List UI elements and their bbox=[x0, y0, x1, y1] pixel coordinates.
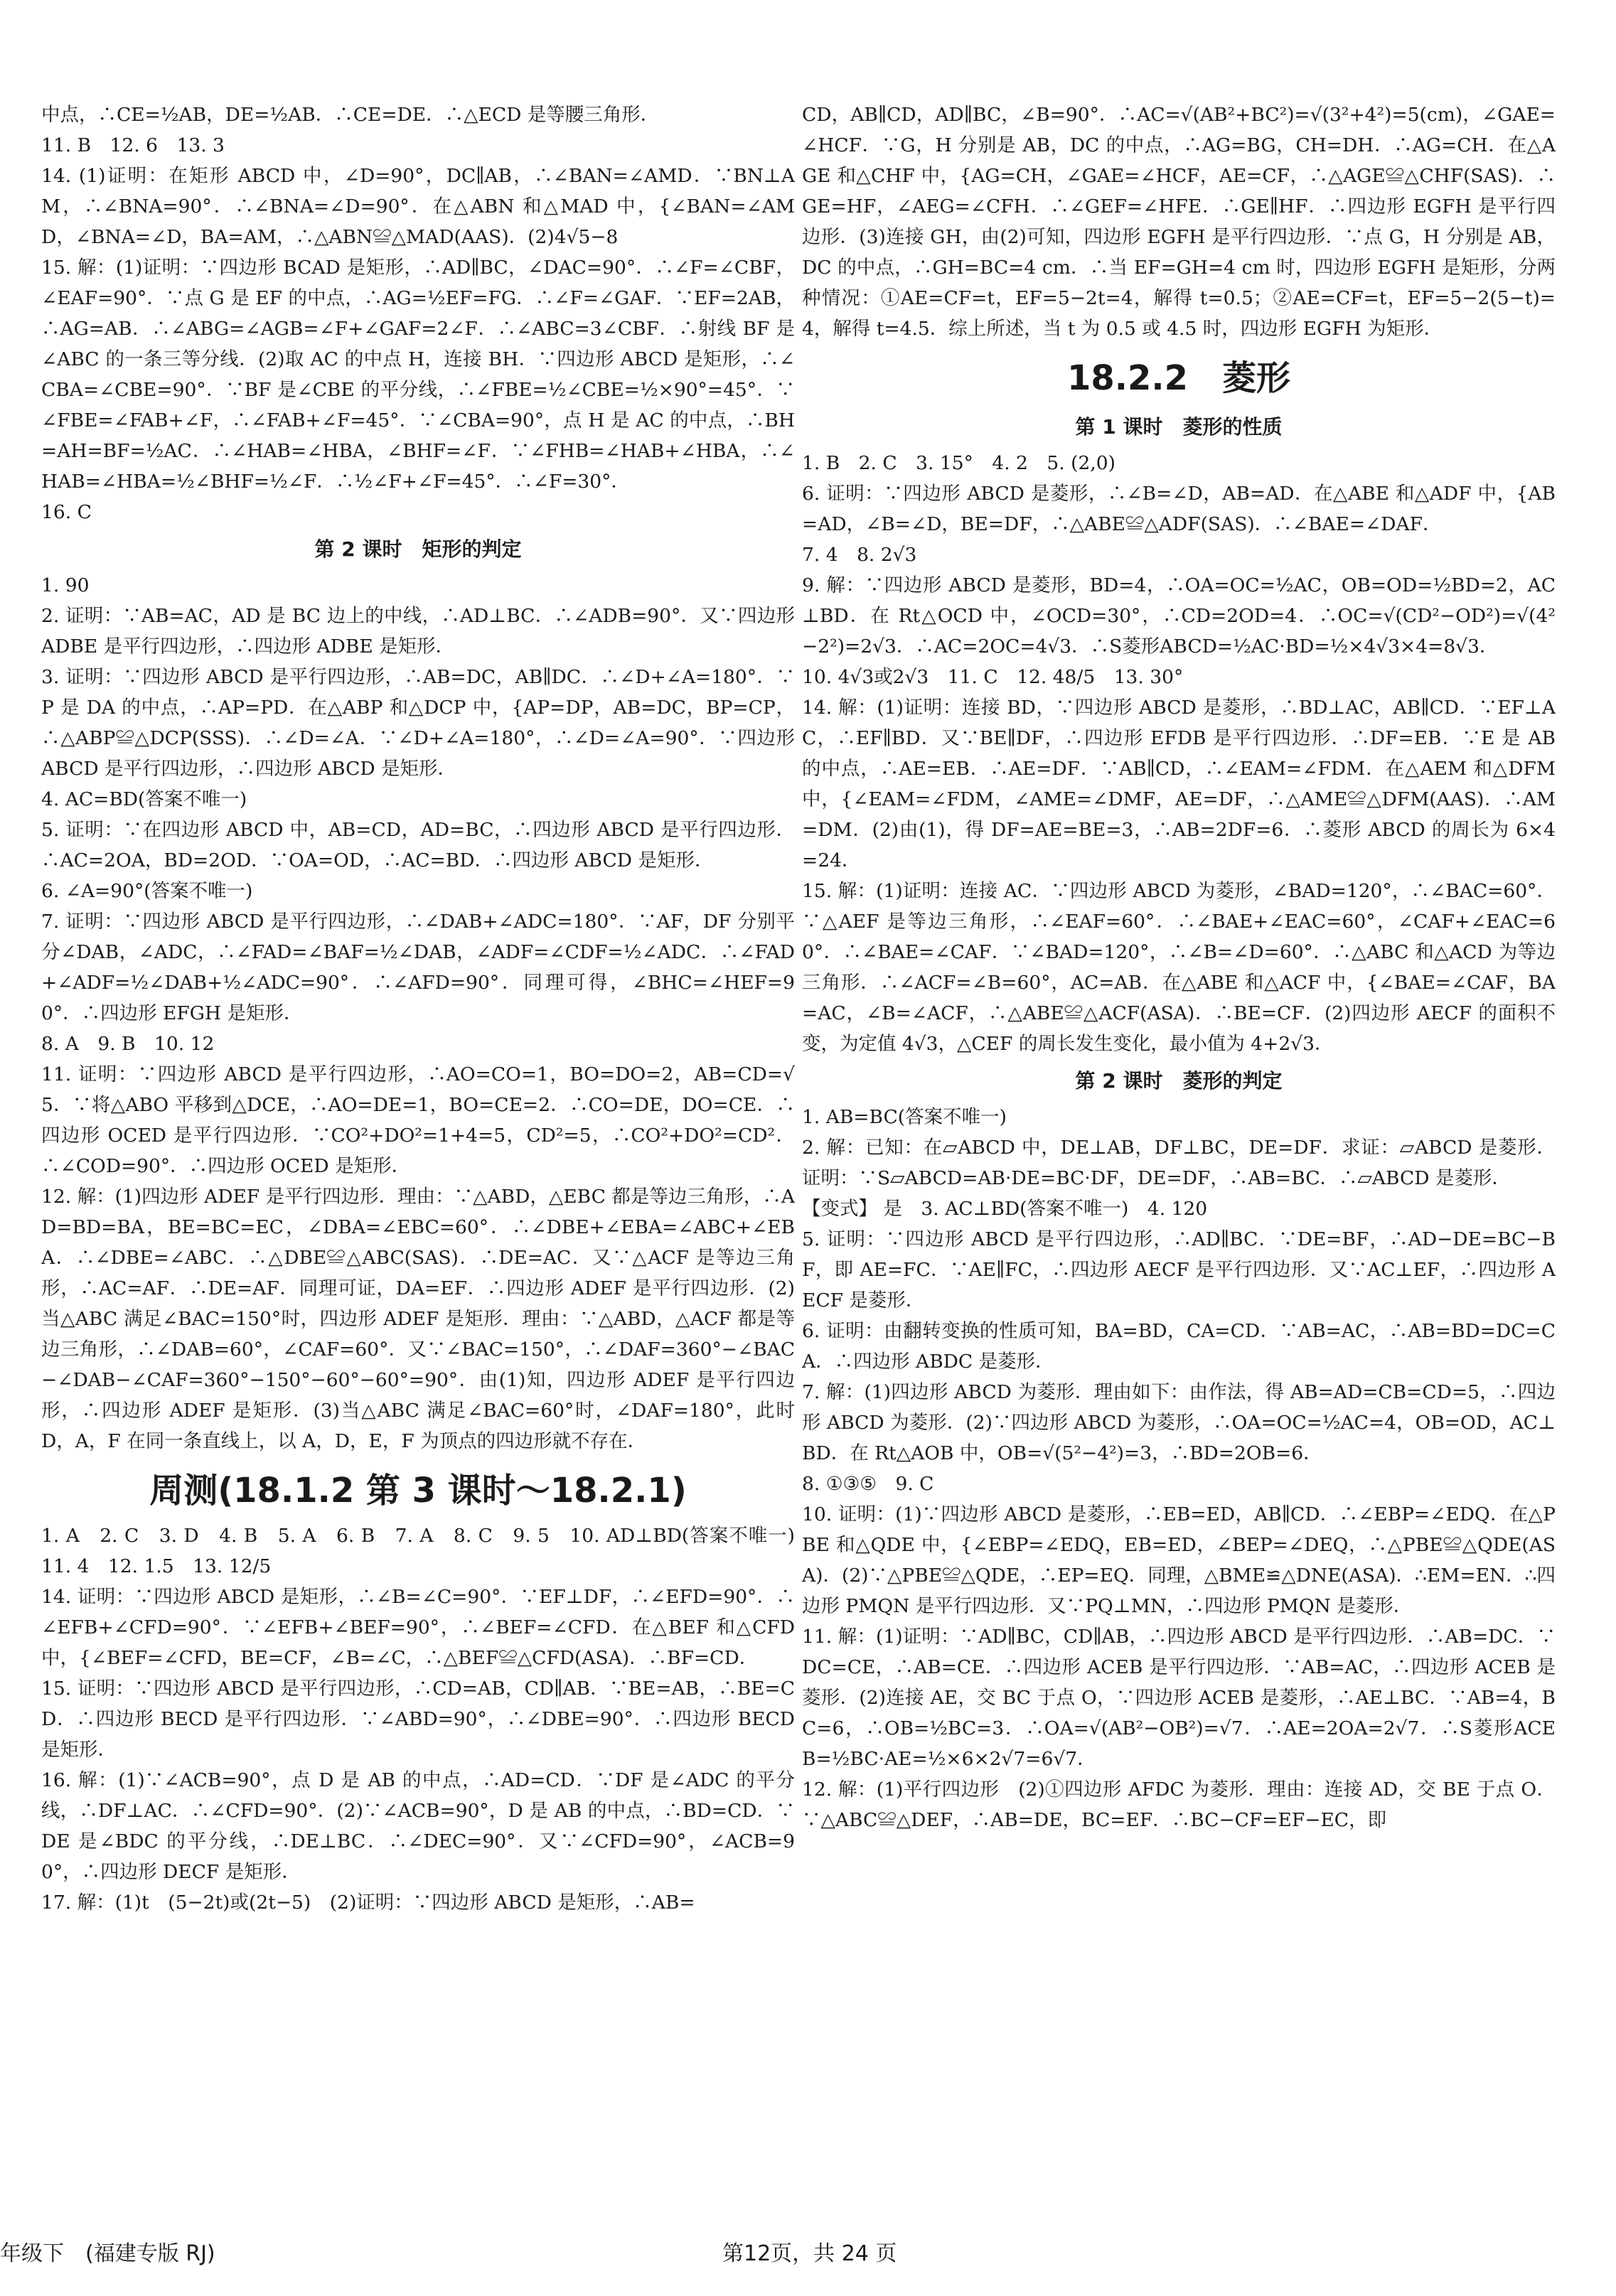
answer-paragraph: 12. 解：(1)四边形 ADEF 是平行四边形．理由：∵△ABD，△EBC 都是等边三角形，∴AD=BD=BA，BE=BC=EC，∠DBA=∠EBC=60°．∴∠DBE+∠EBA=∠ABC+∠EBA．∴∠DBE=∠ABC．∴△DBE≌△ABC(SAS)．∴DE=AC．又∵△ACF 是等边三角形，∴AC=AF．∴DE=AF．同理可证，DA=EF．∴四边形 ADEF 是平行四边形．(2)当△ABC 满足∠BAC=150°时，四边形 ADEF 是矩形．理由：∵△ABD，△ACF 都是等边三角形，∴∠DAB=60°，∠CAF=60°．又∵∠BAC=150°，∴∠DAF=360°−∠BAC−∠DAB−∠CAF=360°−150°−60°−60°=90°．由(1)知，四边形 ADEF 是平行四边形，∴四边形 ADEF 是矩形．(3)当△ABC 满足∠BAC=60°时，∠DAF=180°，此时 D，A，F 在同一条直线上，以 A，D，E，F 为顶点的四边形就不存在． bbox=[41, 1186, 795, 1452]
answer-paragraph: 16. 解：(1)∵∠ACB=90°，点 D 是 AB 的中点，∴AD=CD．∵DF 是∠ADC 的平分线，∴DF⊥AC．∴∠CFD=90°．(2)∵∠ACB=90°，D 是 AB 的中点，∴BD=CD．∵DE 是∠BDC 的平分线，∴DE⊥BC．∴∠DEC=90°．又∵∠CFD=90°，∠ACB=90°，∴四边形 DECF 是矩形． bbox=[41, 1769, 795, 1883]
answer-paragraph: 1. AB=BC(答案不唯一) bbox=[802, 1106, 1007, 1128]
answer-paragraph: 11. 证明：∵四边形 ABCD 是平行四边形，∴AO=CO=1，BO=DO=2，AB=CD=√5．∵将△ABO 平移到△DCE，∴AO=DE=1，BO=CE=2．∴CO=DE，DO=CE．∴四边形 OCED 是平行四边形．∵CO²+DO²=1+4=5，CD²=5，∴CO²+DO²=CD²．∴∠COD=90°．∴四边形 OCED 是矩形． bbox=[41, 1063, 795, 1177]
answer-paragraph: 3. 证明：∵四边形 ABCD 是平行四边形，∴AB=DC，AB∥DC．∴∠D+∠A=180°．∵P 是 DA 的中点，∴AP=PD．在△ABP 和△DCP 中，{AP=DP，AB=DC，BP=CP，∴△ABP≌△DCP(SSS)．∴∠D=∠A．∵∠D+∠A=180°，∴∠D=∠A=90°．∵四边形 ABCD 是平行四边形，∴四边形 ABCD 是矩形． bbox=[41, 666, 795, 780]
answer-paragraph: 17. 解：(1)t (5−2t)或(2t−5) (2)证明：∵四边形 ABCD 是矩形，∴AB= bbox=[41, 1892, 695, 1914]
answer-paragraph: 12. 解：(1)平行四边形 (2)①四边形 AFDC 为菱形．理由：连接 AD，交 BE 于点 O．∵△ABC≌△DEF，∴AB=DE，BC=EF．∴BC−CF=EF−EC，即 bbox=[802, 1779, 1556, 1831]
answer-paragraph: 7. 证明：∵四边形 ABCD 是平行四边形，∴∠DAB+∠ADC=180°．∵AF，DF 分别平分∠DAB，∠ADC，∴∠FAD=∠BAF=½∠DAB，∠ADF=∠CDF=½∠ADC．∴∠FAD+∠ADF=½∠DAB+½∠ADC=90°．∴∠AFD=90°．同理可得，∠BHC=∠HEF=90°．∴四边形 EFGH 是矩形． bbox=[41, 911, 795, 1024]
answer-paragraph: 11. B 12. 6 13. 3 bbox=[41, 134, 225, 156]
answer-paragraph: 7. 4 8. 2√3 bbox=[802, 544, 917, 566]
answer-paragraph: 10. 证明：(1)∵四边形 ABCD 是菱形，∴EB=ED，AB∥CD．∴∠EBP=∠EDQ．在△PBE 和△QDE 中，{∠EBP=∠EDQ，EB=ED，∠BEP=∠DEQ，∴△PBE≌△QDE(ASA)．(2)∵△PBE≌△QDE，∴EP=EQ．同理，△BME≌△DNE(ASA)．∴EM=EN．∴四边形 PMQN 是平行四边形．又∵PQ⊥MN，∴四边形 PMQN 是菱形． bbox=[802, 1503, 1556, 1617]
answer-paragraph: 9. 解：∵四边形 ABCD 是菱形，BD=4，∴OA=OC=½AC，OB=OD=½BD=2，AC⊥BD．在 Rt△OCD 中，∠OCD=30°，∴CD=2OD=4．∴OC=√(CD²−OD²)=√(4²−2²)=2√3．∴AC=2OC=4√3．∴S菱形ABCD=½AC·BD=½×4√3×4=8√3． bbox=[802, 574, 1556, 658]
right-column bbox=[802, 100, 1556, 2204]
answer-paragraph: 10. 4√3或2√3 11. C 12. 48/5 13. 30° bbox=[802, 666, 1184, 688]
answer-paragraph: 5. 证明：∵四边形 ABCD 是平行四边形，∴AD∥BC．∵DE=BF，∴AD−DE=BC−BF，即 AE=FC．∵AE∥FC，∴四边形 AECF 是平行四边形．又∵AC⊥EF，∴四边形 AECF 是菱形． bbox=[802, 1228, 1556, 1311]
answer-paragraph: 中点，∴CE=½AB，DE=½AB．∴CE=DE．∴△ECD 是等腰三角形． bbox=[41, 104, 660, 126]
section-title: 周测(18.1.2 第 3 课时～18.2.1) bbox=[149, 1471, 687, 1511]
answer-paragraph: 6. 证明：由翻转变换的性质可知，BA=BD，CA=CD．∵AB=AC，∴AB=BD=DC=CA．∴四边形 ABDC 是菱形． bbox=[802, 1320, 1556, 1373]
answer-paragraph: 7. 解：(1)四边形 ABCD 为菱形．理由如下：由作法，得 AB=AD=CB=CD=5，∴四边形 ABCD 为菱形．(2)∵四边形 ABCD 为菱形，∴OA=OC=½AC=4，OB=OD，AC⊥BD．在 Rt△AOB 中，OB=√(5²−4²)=3，∴BD=2OB=6． bbox=[802, 1381, 1556, 1464]
answer-paragraph: CD，AB∥CD，AD∥BC，∠B=90°．∴AC=√(AB²+BC²)=√(3²+4²)=5(cm)，∠GAE=∠HCF．∵G，H 分别是 AB，DC 的中点，∴AG=BG，CH=DH．∴AG=CH．在△AGE 和△CHF 中，{AG=CH，∠GAE=∠HCF，AE=CF，∴△AGE≌△CHF(SAS)．∴GE=HF，∠AEG=∠CFH．∴∠GEF=∠HFE．∴GE∥HF．∴四边形 EGFH 是平行四边形．(3)连接 GH，由(2)可知，四边形 EGFH 是平行四边形．∵点 G，H 分别是 AB，DC 的中点，∴GH=BC=4 cm．∴当 EF=GH=4 cm 时，四边形 EGFH 是矩形，分两种情况：①AE=CF=t，EF=5−2t=4，解得 t=0.5；②AE=CF=t，EF=5−2(5−t)=4，解得 t=4.5．综上所述，当 t 为 0.5 或 4.5 时，四边形 EGFH 为矩形． bbox=[802, 104, 1556, 340]
answer-paragraph: 8. A 9. B 10. 12 bbox=[41, 1033, 215, 1055]
answer-paragraph: 15. 解：(1)证明：连接 AC．∵四边形 ABCD 为菱形，∠BAD=120°，∴∠BAC=60°．∵△AEF 是等边三角形，∴∠EAF=60°．∴∠BAE+∠EAC=60°，∠CAF+∠EAC=60°．∴∠BAE=∠CAF．∵∠BAD=120°，∴∠B=∠D=60°．∴△ABC 和△ACD 为等边三角形．∴∠ACF=∠B=60°，AC=AB．在△ABE 和△ACF 中，{∠BAE=∠CAF，BA=AC，∠B=∠ACF，∴△ABE≌△ACF(ASA)．∴BE=CF．(2)四边形 AECF 的面积不变，为定值 4√3，△CEF 的周长发生变化，最小值为 4+2√3． bbox=[802, 880, 1556, 1055]
answer-paragraph: 5. 证明：∵在四边形 ABCD 中，AB=CD，AD=BC，∴四边形 ABCD 是平行四边形．∴AC=2OA，BD=2OD．∵OA=OD，∴AC=BD．∴四边形 ABCD 是矩形． bbox=[41, 819, 795, 871]
answer-paragraph: 6. ∠A=90°(答案不唯一) bbox=[41, 880, 253, 902]
answer-paragraph: 2. 证明：∵AB=AC，AD 是 BC 边上的中线，∴AD⊥BC．∴∠ADB=90°．又∵四边形 ADBE 是平行四边形，∴四边形 ADBE 是矩形． bbox=[41, 605, 795, 658]
left-column bbox=[41, 100, 795, 2204]
answer-paragraph: 15. 证明：∵四边形 ABCD 是平行四边形，∴CD=AB，CD∥AB．∵BE=AB，∴BE=CD．∴四边形 BECD 是平行四边形．∵∠ABD=90°，∴∠DBE=90°．∴四边形 BECD 是矩形． bbox=[41, 1678, 795, 1761]
footer-grade-edition: 年级下 (福建专版 RJ) bbox=[0, 2241, 215, 2266]
answer-paragraph: 6. 证明：∵四边形 ABCD 是菱形，∴∠B=∠D，AB=AD．在△ABE 和△ADF 中，{AB=AD，∠B=∠D，BE=DF，∴△ABE≌△ADF(SAS)．∴∠BAE=∠DAF． bbox=[802, 483, 1556, 535]
section-title: 18.2.2 菱形 bbox=[1066, 358, 1291, 398]
answer-paragraph: 4. AC=BD(答案不唯一) bbox=[41, 788, 247, 810]
lesson-title: 第 2 课时 菱形的判定 bbox=[1075, 1069, 1283, 1093]
answer-paragraph: 【变式】 是 3. AC⊥BD(答案不唯一) 4. 120 bbox=[802, 1198, 1208, 1220]
answer-paragraph: 14. 证明：∵四边形 ABCD 是矩形，∴∠B=∠C=90°．∵EF⊥DF，∴∠EFD=90°．∴∠EFB+∠CFD=90°．∵∠EFB+∠BEF=90°，∴∠BEF=∠CFD．在△BEF 和△CFD 中，{∠BEF=∠CFD，BE=CF，∠B=∠C，∴△BEF≌△CFD(ASA)．∴BF=CD． bbox=[41, 1586, 795, 1669]
answer-paragraph: 1. A 2. C 3. D 4. B 5. A 6. B 7. A 8. C 9. 5 10. AD⊥BD(答案不唯一) 11. 4 12. 1.5 13. 12/5 bbox=[41, 1525, 795, 1577]
footer-page-number: 第12页，共 24 页 bbox=[722, 2241, 897, 2266]
lesson-title: 第 1 课时 菱形的性质 bbox=[1075, 415, 1283, 439]
answer-paragraph: 14. 解：(1)证明：连接 BD，∵四边形 ABCD 是菱形，∴BD⊥AC，AB∥CD．∵EF⊥AC，∴EF∥BD．又∵BE∥DF，∴四边形 EFDB 是平行四边形．∴DF=EB．∵E 是 AB 的中点，∴AE=EB．∴AE=DF．∵AB∥CD，∴∠EAM=∠FDM．在△AEM 和△DFM 中，{∠EAM=∠FDM，∠AME=∠DMF，AE=DF，∴△AME≌△DFM(AAS)．∴AM=DM．(2)由(1)，得 DF=AE=BE=3，∴AB=2DF=6．∴菱形 ABCD 的周长为 6×4=24． bbox=[802, 697, 1556, 871]
answer-paragraph: 15. 解：(1)证明：∵四边形 BCAD 是矩形，∴AD∥BC，∠DAC=90°．∴∠F=∠CBF，∠EAF=90°．∵点 G 是 EF 的中点，∴AG=½EF=FG．∴∠F=∠GAF．∵EF=2AB，∴AG=AB．∴∠ABG=∠AGB=∠F+∠GAF=2∠F．∴∠ABC=3∠CBF．∴射线 BF 是∠ABC 的一条三等分线．(2)取 AC 的中点 H，连接 BH．∵四边形 ABCD 是矩形，∴∠CBA=∠CBE=90°．∵BF 是∠CBE 的平分线，∴∠FBE=½∠CBE=½×90°=45°．∵∠FBE=∠FAB+∠F，∴∠FAB+∠F=45°．∵∠CBA=90°，点 H 是 AC 的中点，∴BH=AH=BF=½AC．∴∠HAB=∠HBA，∠BHF=∠F．∵∠FHB=∠HAB+∠HBA，∴∠HAB=∠HBA=½∠BHF=½∠F．∴½∠F+∠F=45°．∴∠F=30°． bbox=[41, 257, 795, 493]
answer-paragraph: 1. 90 bbox=[41, 574, 90, 596]
answer-paragraph: 14. (1)证明：在矩形 ABCD 中，∠D=90°，DC∥AB，∴∠BAN=∠AMD．∵BN⊥AM，∴∠BNA=90°．∴∠BNA=∠D=90°．在△ABN 和△MAD 中，{∠BAN=∠AMD，∠BNA=∠D，BA=AM，∴△ABN≌△MAD(AAS)．(2)4√5−8 bbox=[41, 165, 795, 248]
answer-paragraph: 11. 解：(1)证明：∵AD∥BC，CD∥AB，∴四边形 ABCD 是平行四边形．∴AB=DC．∵DC=CE，∴AB=CE．∴四边形 ACEB 是平行四边形．∵AB=AC，∴四边形 ACEB 是菱形．(2)连接 AE，交 BC 于点 O，∵四边形 ACEB 是菱形，∴AE⊥BC．∵AB=4，BC=6，∴OB=½BC=3．∴OA=√(AB²−OB²)=√7．∴AE=2OA=2√7．∴S菱形ACEB=½BC·AE=½×6×2√7=6√7． bbox=[802, 1626, 1556, 1770]
answer-paragraph: 8. ①③⑤ 9. C bbox=[802, 1473, 934, 1495]
answer-paragraph: 1. B 2. C 3. 15° 4. 2 5. (2,0) bbox=[802, 452, 1115, 474]
answer-paragraph: 2. 解：已知：在▱ABCD 中，DE⊥AB，DF⊥BC，DE=DF．求证：▱ABCD 是菱形．证明：∵S▱ABCD=AB·DE=BC·DF，DE=DF，∴AB=BC．∴▱ABCD 是菱形． bbox=[802, 1137, 1556, 1189]
answer-paragraph: 16. C bbox=[41, 501, 92, 523]
lesson-title: 第 2 课时 矩形的判定 bbox=[314, 537, 522, 561]
